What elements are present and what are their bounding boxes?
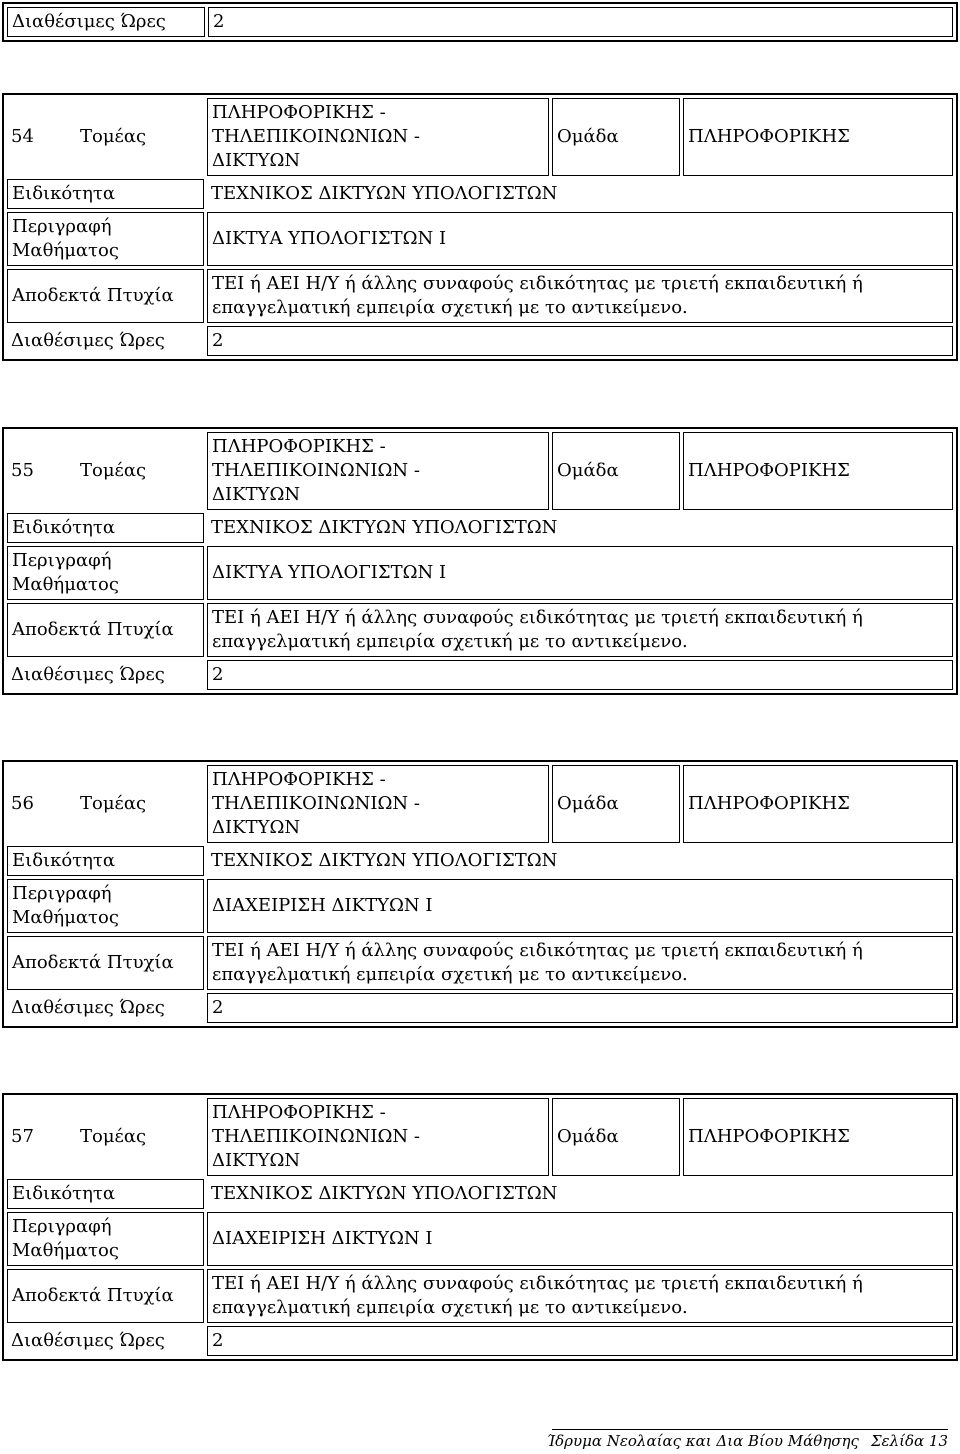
group-value: ΠΛΗΡΟΦΟΡΙΚΗΣ: [683, 432, 953, 510]
hours-value: 2: [207, 993, 953, 1023]
sector-label: Τομέας: [80, 793, 147, 814]
hours-label: Διαθέσιμες Ώρες: [11, 1330, 165, 1351]
group-label: Ομάδα: [552, 432, 680, 510]
hours-label: Διαθέσιμες Ώρες: [11, 997, 165, 1018]
course-table: [2, 93, 958, 361]
degrees-label: Αποδεκτά Πτυχία: [7, 936, 204, 990]
sector-value: ΠΛΗΡΟΦΟΡΙΚΗΣ - ΤΗΛΕΠΙΚΟΙΝΩΝΙΩΝ - ΔΙΚΤΥΩΝ: [207, 765, 549, 843]
specialty-label: Ειδικότητα: [7, 1179, 204, 1209]
group-label: Ομάδα: [552, 98, 680, 176]
degrees-value: ΤΕΙ ή ΑΕΙ Η/Υ ή άλλης συναφούς ειδικότητας με τριετή εκπαιδευτική ή επαγγελματική εμπειρία σχετική με το αντικείμενο.: [207, 1269, 953, 1323]
group-value: ΠΛΗΡΟΦΟΡΙΚΗΣ: [683, 98, 953, 176]
hours-value: 2: [207, 1326, 953, 1356]
hours-label: Διαθέσιμες Ώρες: [11, 330, 165, 351]
group-label: Ομάδα: [552, 1098, 680, 1176]
footer-rule: [552, 1429, 948, 1430]
degrees-value: ΤΕΙ ή ΑΕΙ Η/Υ ή άλλης συναφούς ειδικότητας με τριετή εκπαιδευτική ή επαγγελματική εμπειρία σχετική με το αντικείμενο.: [207, 936, 953, 990]
group-label: Ομάδα: [552, 765, 680, 843]
specialty-value: ΤΕΧΝΙΚΟΣ ΔΙΚΤΥΩΝ ΥΠΟΛΟΓΙΣΤΩΝ: [211, 850, 558, 871]
hours-value: 2: [207, 326, 953, 356]
course-number: 55: [11, 460, 34, 481]
degrees-label: Αποδεκτά Πτυχία: [7, 1269, 204, 1323]
course-number: 56: [11, 793, 34, 814]
degrees-value: ΤΕΙ ή ΑΕΙ Η/Υ ή άλλης συναφούς ειδικότητας με τριετή εκπαιδευτική ή επαγγελματική εμπειρία σχετική με το αντικείμενο.: [207, 269, 953, 323]
previous-course-hours-table: [2, 2, 958, 42]
degrees-value: ΤΕΙ ή ΑΕΙ Η/Υ ή άλλης συναφούς ειδικότητας με τριετή εκπαιδευτική ή επαγγελματική εμπειρία σχετική με το αντικείμενο.: [207, 603, 953, 657]
description-value: ΔΙΑΧΕΙΡΙΣΗ ΔΙΚΤΥΩΝ Ι: [207, 1212, 953, 1266]
description-value: ΔΙΑΧΕΙΡΙΣΗ ΔΙΚΤΥΩΝ Ι: [207, 879, 953, 933]
description-value: ΔΙΚΤΥΑ ΥΠΟΛΟΓΙΣΤΩΝ Ι: [207, 546, 953, 600]
sector-label: Τομέας: [80, 126, 147, 147]
page-footer: [547, 1432, 948, 1450]
hours-label: Διαθέσιμες Ώρες: [11, 664, 165, 685]
course-table: [2, 760, 958, 1028]
specialty-label: Ειδικότητα: [7, 513, 204, 543]
sector-value: ΠΛΗΡΟΦΟΡΙΚΗΣ - ΤΗΛΕΠΙΚΟΙΝΩΝΙΩΝ - ΔΙΚΤΥΩΝ: [207, 98, 549, 176]
hours-label: Διαθέσιμες Ώρες: [7, 7, 205, 37]
specialty-value: ΤΕΧΝΙΚΟΣ ΔΙΚΤΥΩΝ ΥΠΟΛΟΓΙΣΤΩΝ: [211, 1183, 558, 1204]
course-table: [2, 427, 958, 695]
course-number: 54: [11, 126, 34, 147]
sector-label: Τομέας: [80, 1126, 147, 1147]
degrees-label: Αποδεκτά Πτυχία: [7, 269, 204, 323]
sector-value: ΠΛΗΡΟΦΟΡΙΚΗΣ - ΤΗΛΕΠΙΚΟΙΝΩΝΙΩΝ - ΔΙΚΤΥΩΝ: [207, 432, 549, 510]
sector-value: ΠΛΗΡΟΦΟΡΙΚΗΣ - ΤΗΛΕΠΙΚΟΙΝΩΝΙΩΝ - ΔΙΚΤΥΩΝ: [207, 1098, 549, 1176]
description-label: Περιγραφή Μαθήματος: [7, 212, 204, 266]
sector-label: Τομέας: [80, 460, 147, 481]
description-label: Περιγραφή Μαθήματος: [7, 1212, 204, 1266]
group-value: ΠΛΗΡΟΦΟΡΙΚΗΣ: [683, 1098, 953, 1176]
course-table: [2, 1093, 958, 1361]
footer-page-number: Σελίδα 13: [870, 1432, 948, 1450]
specialty-value: ΤΕΧΝΙΚΟΣ ΔΙΚΤΥΩΝ ΥΠΟΛΟΓΙΣΤΩΝ: [211, 183, 558, 204]
degrees-label: Αποδεκτά Πτυχία: [7, 603, 204, 657]
course-number: 57: [11, 1126, 34, 1147]
description-label: Περιγραφή Μαθήματος: [7, 546, 204, 600]
description-value: ΔΙΚΤΥΑ ΥΠΟΛΟΓΙΣΤΩΝ Ι: [207, 212, 953, 266]
description-label: Περιγραφή Μαθήματος: [7, 879, 204, 933]
group-value: ΠΛΗΡΟΦΟΡΙΚΗΣ: [683, 765, 953, 843]
hours-value: 2: [207, 660, 953, 690]
hours-value: 2: [208, 7, 953, 37]
specialty-value: ΤΕΧΝΙΚΟΣ ΔΙΚΤΥΩΝ ΥΠΟΛΟΓΙΣΤΩΝ: [211, 517, 558, 538]
specialty-label: Ειδικότητα: [7, 846, 204, 876]
footer-organization: Ίδρυμα Νεολαίας και Δια Βίου Μάθησης: [546, 1432, 859, 1450]
specialty-label: Ειδικότητα: [7, 179, 204, 209]
